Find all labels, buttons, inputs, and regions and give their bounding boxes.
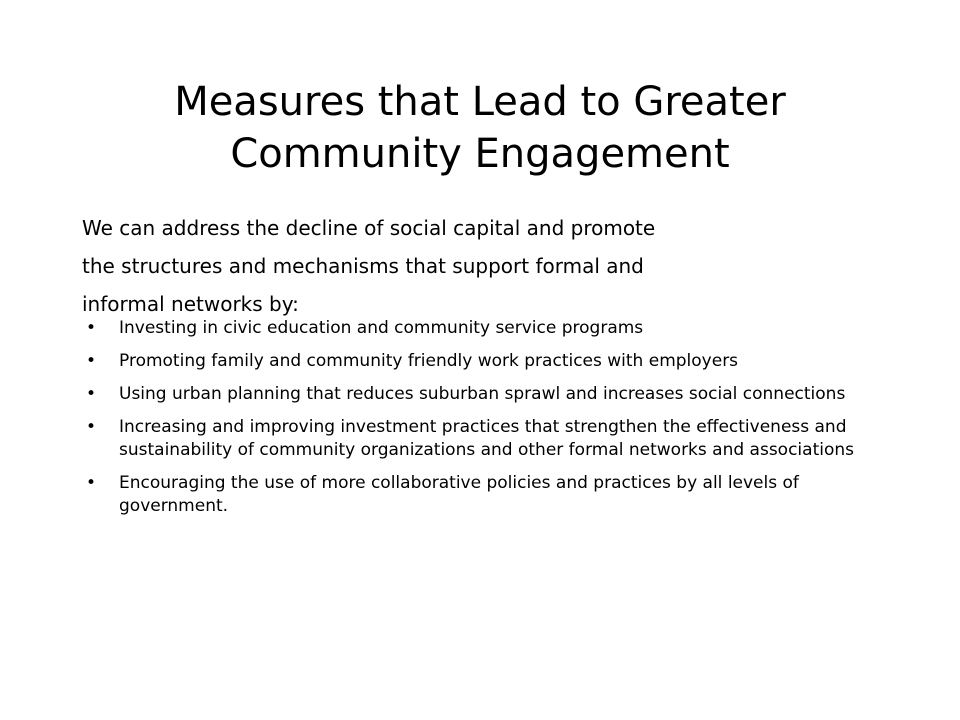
bullet-text: Promoting family and community friendly work practices with employers xyxy=(119,351,739,371)
intro-paragraph xyxy=(82,209,882,323)
title-line-1: Measures that Lead to Greater xyxy=(174,79,786,125)
bullet-text: Increasing and improving investment practices that strengthen the effectiveness and sustainability of community organizations and other formal networks and associations xyxy=(119,417,854,460)
bullet-icon: • xyxy=(86,384,97,404)
bullet-text: Encouraging the use of more collaborative policies and practices by all levels of government. xyxy=(119,473,799,516)
bullet-item-work-practices xyxy=(82,350,882,373)
slide-title xyxy=(80,76,880,180)
bullet-item-civic-education xyxy=(82,317,882,340)
bullet-item-urban-planning xyxy=(82,383,882,406)
intro-line-2: the structures and mechanisms that support formal and xyxy=(82,254,644,278)
bullet-list xyxy=(82,317,882,528)
bullet-icon: • xyxy=(86,417,97,437)
bullet-icon: • xyxy=(86,318,97,338)
bullet-icon: • xyxy=(86,473,97,493)
bullet-text: Investing in civic education and community service programs xyxy=(119,318,644,338)
bullet-item-collaborative-policies xyxy=(82,472,882,518)
bullet-icon: • xyxy=(86,351,97,371)
intro-line-1: We can address the decline of social capital and promote xyxy=(82,216,656,240)
title-line-2: Community Engagement xyxy=(230,131,730,177)
bullet-text: Using urban planning that reduces suburban sprawl and increases social connections xyxy=(119,384,846,404)
bullet-item-investment-practices xyxy=(82,416,882,462)
intro-line-3: informal networks by: xyxy=(82,292,299,316)
